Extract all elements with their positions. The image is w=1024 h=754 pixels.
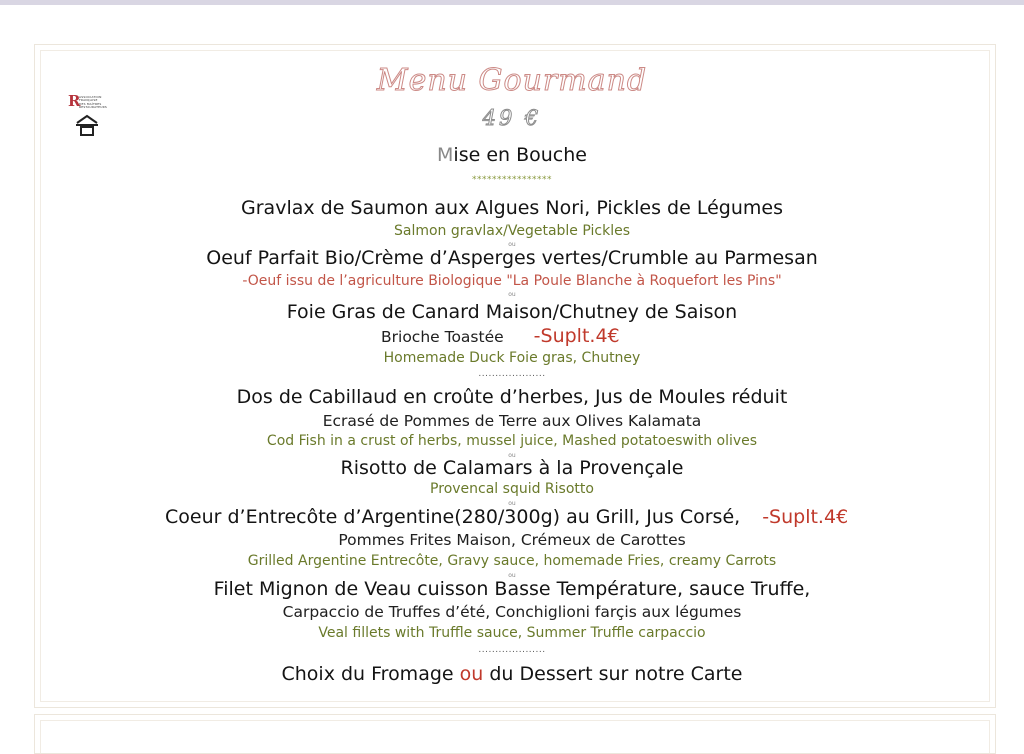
final-ou: ou — [459, 663, 484, 685]
starter-3-supplement: -Suplt.4€ — [533, 325, 620, 347]
section-heading-rest: ise en Bouche — [453, 144, 587, 166]
starter-2-name: Oeuf Parfait Bio/Crème d’Asperges vertes/Crumble au Parmesan — [206, 247, 818, 269]
next-page-inner-border — [40, 720, 990, 753]
dot-separator-1: .................... — [478, 369, 546, 379]
starter-3-sub-line — [381, 327, 620, 346]
ou-divider-1: ou — [508, 241, 516, 248]
main-3-title-line — [165, 508, 848, 527]
starter-2-note: -Oeuf issu de l’agriculture Biologique "La Poule Blanche à Roquefort les Pins" — [242, 273, 782, 289]
main-3-sub: Pommes Frites Maison, Crémeux de Carottes — [338, 531, 686, 549]
viewer-top-bar — [0, 0, 1024, 5]
menu-price: 49 € — [482, 106, 542, 130]
section-heading — [0, 146, 1024, 165]
starter-3-english: Homemade Duck Foie gras, Chutney — [383, 350, 641, 366]
star-separator: **************** — [472, 175, 552, 185]
final-part-1: Choix du Fromage — [281, 663, 460, 685]
main-4-name: Filet Mignon de Veau cuisson Basse Température, sauce Truffe, — [213, 578, 811, 600]
ou-divider-3: ou — [508, 452, 516, 459]
section-heading-initial: M — [437, 144, 454, 166]
final-part-2: du Dessert sur notre Carte — [483, 663, 743, 685]
main-4-sub: Carpaccio de Truffes d’été, Conchiglioni farçis aux légumes — [282, 603, 742, 621]
main-3-supplement: -Suplt.4€ — [762, 506, 849, 528]
main-3-name: Coeur d’Entrecôte d’Argentine(280/300g) au Grill, Jus Corsé, — [165, 506, 741, 528]
main-1-name: Dos de Cabillaud en croûte d’herbes, Jus de Moules réduit — [236, 386, 788, 408]
menu-title: Menu Gourmand — [376, 63, 648, 98]
next-page — [34, 714, 996, 754]
starter-1-english: Salmon gravlax/Vegetable Pickles — [394, 223, 630, 239]
ou-divider-4: ou — [508, 500, 516, 507]
starter-3-name: Foie Gras de Canard Maison/Chutney de Saison — [286, 301, 738, 323]
main-1-english: Cod Fish in a crust of herbs, mussel juice, Mashed potatoeswith olives — [266, 433, 758, 449]
main-3-english: Grilled Argentine Entrecôte, Gravy sauce, homemade Fries, creamy Carrots — [247, 553, 777, 569]
dot-separator-2: .................... — [478, 645, 546, 655]
main-4-english: Veal fillets with Truffle sauce, Summer Truffle carpaccio — [318, 625, 706, 641]
main-1-sub: Ecrasé de Pommes de Terre aux Olives Kalamata — [322, 412, 702, 430]
ou-divider-5: ou — [508, 572, 516, 579]
starter-3-sub: Brioche Toastée — [381, 328, 504, 346]
main-2-english: Provencal squid Risotto — [430, 481, 594, 497]
cheese-or-dessert-line — [0, 665, 1024, 684]
ou-divider-2: ou — [508, 291, 516, 298]
restaurant-association-logo: R ASSOCIATION FRANÇAISE DES MAÎTRES RESTAURATEURS — [68, 94, 118, 138]
main-2-name: Risotto de Calamars à la Provençale — [340, 457, 684, 479]
starter-1-name: Gravlax de Saumon aux Algues Nori, Pickles de Légumes — [241, 197, 783, 219]
